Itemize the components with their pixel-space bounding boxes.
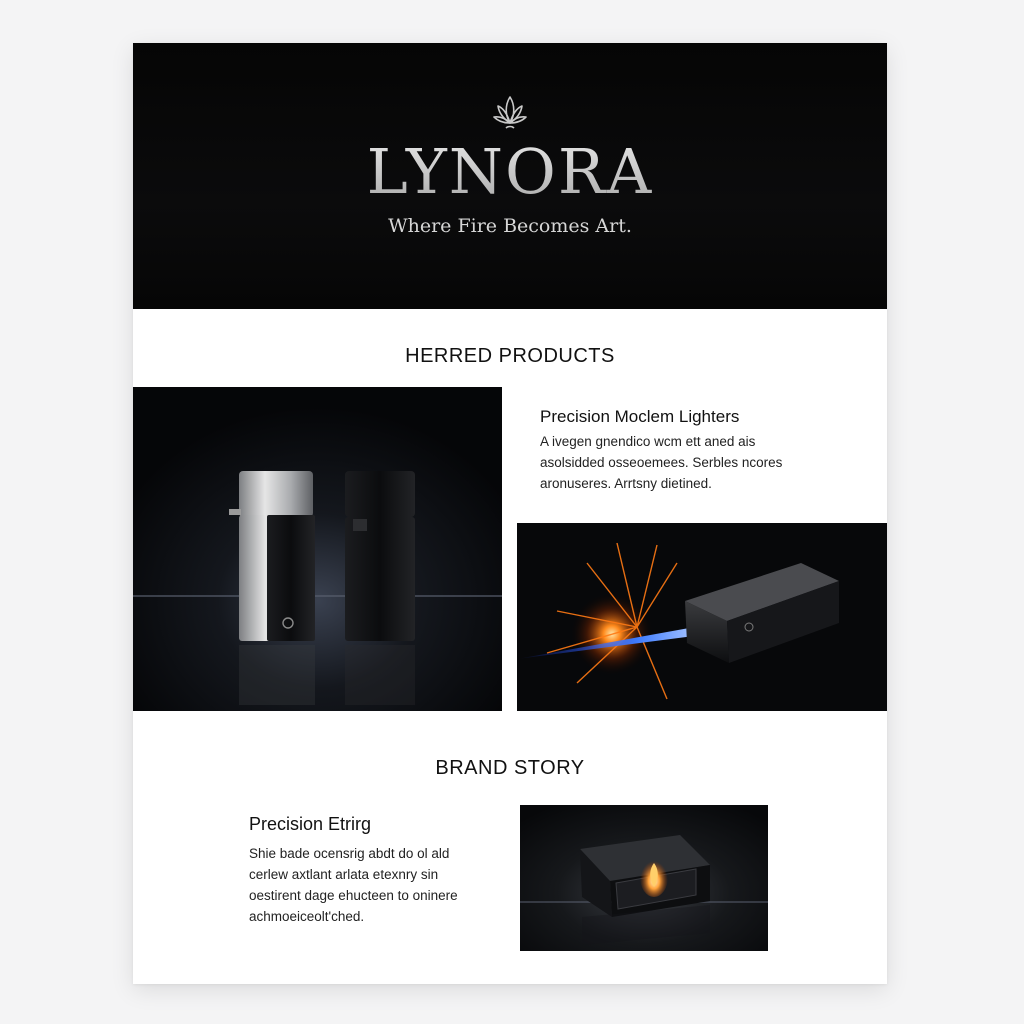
- product-description: A ivegen gnendico wcm ett aned ais asolsidded osseoemees. Serbles ncores aronuseres. Arrtsny dietined.: [540, 434, 783, 491]
- featured-products-heading: HERRED PRODUCTS: [405, 345, 615, 367]
- brand-story-text: Shie bade ocensrig abdt do ol ald cerlew axtlant arlata etexnry sin oestirent dage ehucteen to oninere achmoeiceolt'ched.: [249, 846, 458, 924]
- lighter-spark-photo[interactable]: [517, 523, 887, 711]
- flame-lighter-photo[interactable]: [520, 805, 768, 951]
- hero-banner: [133, 43, 887, 309]
- landing-page: [133, 43, 887, 984]
- lotus-flame-logo-icon: [492, 93, 528, 133]
- spark-lighter-illustration: [517, 523, 887, 711]
- product-name[interactable]: Precision Moclem Lighters: [540, 407, 740, 426]
- brand-story-title: Precision Etrirg: [249, 814, 372, 834]
- brand-name: LYNORA: [133, 135, 887, 208]
- flame-lighter-illustration: [520, 805, 768, 951]
- brand-tagline: Where Fire Becomes Art.: [388, 215, 632, 237]
- lighters-pair-photo[interactable]: [133, 387, 502, 711]
- brand-story-heading: BRAND STORY: [435, 757, 585, 779]
- lighters-pair-illustration: [133, 387, 502, 711]
